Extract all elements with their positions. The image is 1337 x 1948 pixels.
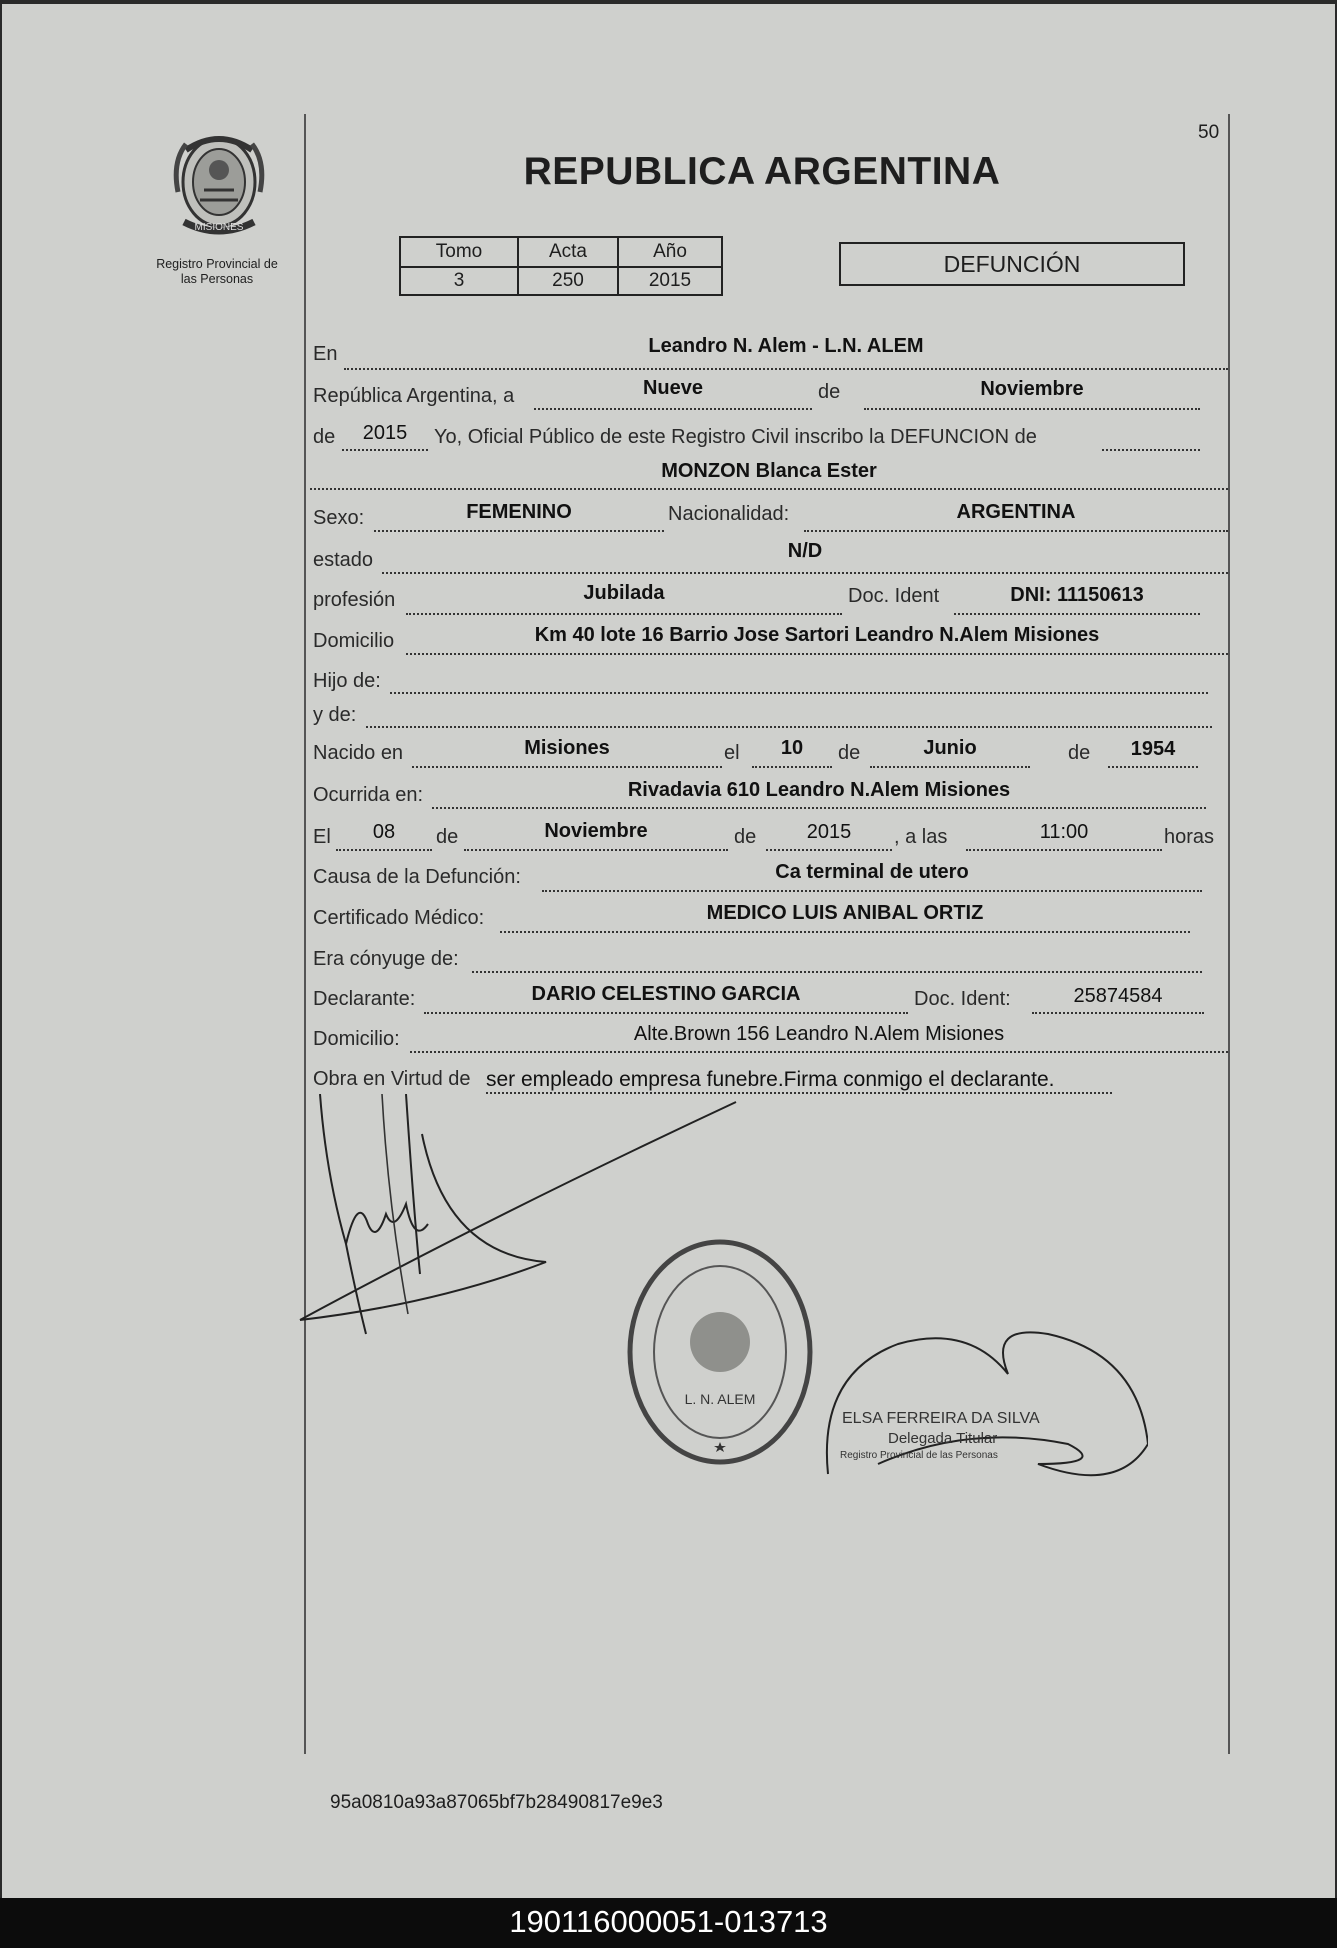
anio-value: 2015 bbox=[362, 422, 408, 444]
obra-value: ser empleado empresa funebre.Firma conmigo el declarante. bbox=[486, 1068, 1055, 1091]
nacido-label: Nacido en bbox=[313, 742, 404, 764]
nombre-line bbox=[310, 488, 1228, 490]
acta-value: 250 bbox=[518, 267, 618, 295]
doc-ident-label: Doc. Ident bbox=[848, 585, 940, 607]
domicilio-label: Domicilio bbox=[313, 630, 395, 652]
registry-caption bbox=[136, 257, 298, 287]
conyuge-line bbox=[472, 971, 1202, 973]
el-label: el bbox=[724, 742, 740, 764]
yde-label: y de: bbox=[313, 704, 357, 726]
def-dia-line bbox=[336, 849, 432, 851]
ocurrida-value: Rivadavia 610 Leandro N.Alem Misiones bbox=[627, 779, 1011, 801]
def-de-label: de bbox=[436, 826, 459, 848]
tomo-value: 3 bbox=[400, 267, 518, 295]
def-mes-value: Noviembre bbox=[544, 820, 648, 842]
anio-header: Año bbox=[618, 237, 722, 267]
declarante-label: Declarante: bbox=[313, 988, 416, 1010]
certificado-label: Certificado Médico: bbox=[313, 907, 485, 929]
def-dia-value: 08 bbox=[372, 821, 396, 843]
def-anio-value: 2015 bbox=[806, 821, 852, 843]
registry-caption-line1: Registro Provincial de bbox=[156, 257, 278, 271]
page-number: 50 bbox=[1198, 122, 1220, 143]
certificado-value: MEDICO LUIS ANIBAL ORTIZ bbox=[706, 902, 984, 924]
horas-label: horas bbox=[1164, 826, 1215, 848]
anio-value: 2015 bbox=[618, 267, 722, 295]
document-hash: 95a0810a93a87065bf7b28490817e9e3 bbox=[330, 1792, 663, 1813]
nac-anio-value: 1954 bbox=[1130, 738, 1176, 760]
decl-doc-line bbox=[1032, 1012, 1204, 1014]
decl-doc-label: Doc. Ident: bbox=[914, 988, 1011, 1010]
anio-line bbox=[342, 449, 428, 451]
tomo-header: Tomo bbox=[400, 237, 518, 267]
nacionalidad-line bbox=[804, 530, 1228, 532]
nacido-line bbox=[412, 766, 722, 768]
el2-label: El bbox=[313, 826, 331, 848]
official-org: Registro Provincial de las Personas bbox=[840, 1450, 998, 1461]
hijo-line bbox=[390, 692, 1208, 694]
record-type-box: DEFUNCIÓN bbox=[839, 242, 1185, 286]
sexo-line bbox=[374, 530, 664, 532]
estado-label: estado bbox=[313, 549, 374, 571]
official-name: ELSA FERREIRA DA SILVA bbox=[842, 1410, 1040, 1427]
official-stamp bbox=[622, 1234, 818, 1474]
left-margin-line bbox=[304, 114, 306, 1754]
registry-caption-line2: las Personas bbox=[180, 272, 254, 286]
de2-label: de bbox=[313, 426, 336, 448]
footer-id: 190116000051-013713 bbox=[509, 1904, 828, 1939]
declarante-value: DARIO CELESTINO GARCIA bbox=[531, 983, 801, 1005]
dia-line bbox=[534, 408, 812, 410]
de-label: de bbox=[818, 381, 841, 403]
obra-label: Obra en Virtud de bbox=[313, 1068, 471, 1090]
ocurrida-label: Ocurrida en: bbox=[313, 784, 424, 806]
mes-line bbox=[864, 408, 1200, 410]
svg-text:L. N. ALEM: L. N. ALEM bbox=[684, 1391, 756, 1407]
nac-de-label: de bbox=[838, 742, 861, 764]
def-mes-line bbox=[464, 849, 728, 851]
en-value: Leandro N. Alem - L.N. ALEM bbox=[648, 335, 924, 357]
nacido-value: Misiones bbox=[524, 737, 610, 759]
yo-line bbox=[1102, 449, 1200, 451]
decl-doc-value: 25874584 bbox=[1073, 985, 1163, 1007]
causa-value: Ca terminal de utero bbox=[775, 861, 969, 883]
nombre-value: MONZON Blanca Ester bbox=[661, 460, 877, 482]
nacionalidad-value: ARGENTINA bbox=[956, 501, 1076, 523]
nacionalidad-label: Nacionalidad: bbox=[668, 503, 790, 525]
nac-anio-line bbox=[1108, 766, 1198, 768]
right-margin-line bbox=[1228, 114, 1230, 1754]
doc-ident-line bbox=[954, 613, 1200, 615]
conyuge-label: Era cónyuge de: bbox=[313, 948, 459, 970]
page-title: REPUBLICA ARGENTINA bbox=[523, 150, 1001, 193]
official-role: Delegada Titular bbox=[888, 1430, 998, 1447]
alas-label: , a las bbox=[894, 826, 948, 848]
republica-label: República Argentina, a bbox=[313, 385, 515, 407]
causa-line bbox=[542, 890, 1202, 892]
decl-domicilio-label: Domicilio: bbox=[313, 1028, 400, 1050]
dia-value: Nueve bbox=[642, 377, 704, 399]
acta-header: Acta bbox=[518, 237, 618, 267]
provincial-seal-emblem bbox=[164, 122, 274, 242]
nac-de2-label: de bbox=[1068, 742, 1091, 764]
svg-text:MISIONES: MISIONES bbox=[194, 222, 244, 233]
en-label: En bbox=[313, 343, 338, 365]
nac-dia-line bbox=[752, 766, 832, 768]
causa-label: Causa de la Defunción: bbox=[313, 866, 521, 888]
profesion-line bbox=[406, 613, 842, 615]
profesion-label: profesión bbox=[313, 589, 396, 611]
sexo-label: Sexo: bbox=[313, 507, 365, 529]
sexo-value: FEMENINO bbox=[466, 501, 572, 523]
en-line bbox=[344, 368, 1228, 370]
footer-bar bbox=[0, 1898, 1337, 1948]
registry-table bbox=[399, 236, 723, 296]
mes-value: Noviembre bbox=[980, 378, 1084, 400]
certificado-line bbox=[500, 931, 1190, 933]
estado-value: N/D bbox=[787, 540, 823, 562]
def-hora-line bbox=[966, 849, 1162, 851]
estado-line bbox=[382, 572, 1228, 574]
domicilio-value: Km 40 lote 16 Barrio Jose Sartori Leandro N.Alem Misiones bbox=[534, 624, 1100, 646]
def-de2-label: de bbox=[734, 826, 757, 848]
decl-domicilio-line bbox=[410, 1051, 1228, 1053]
document-page bbox=[2, 4, 1335, 1898]
declarante-line bbox=[424, 1012, 908, 1014]
nac-dia-value: 10 bbox=[780, 737, 804, 759]
yde-line bbox=[366, 726, 1212, 728]
def-anio-line bbox=[766, 849, 892, 851]
profesion-value: Jubilada bbox=[583, 582, 665, 604]
yo-text: Yo, Oficial Público de este Registro Civil inscribo la DEFUNCION de bbox=[434, 426, 1037, 448]
ocurrida-line bbox=[432, 807, 1206, 809]
def-hora-value: 11:00 bbox=[1039, 821, 1089, 843]
domicilio-line bbox=[406, 653, 1228, 655]
hijo-label: Hijo de: bbox=[313, 670, 381, 692]
nac-mes-value: Junio bbox=[923, 737, 977, 759]
decl-domicilio-value: Alte.Brown 156 Leandro N.Alem Misiones bbox=[633, 1023, 1005, 1045]
doc-ident-value: DNI: 11150613 bbox=[1010, 584, 1144, 606]
nac-mes-line bbox=[870, 766, 1030, 768]
